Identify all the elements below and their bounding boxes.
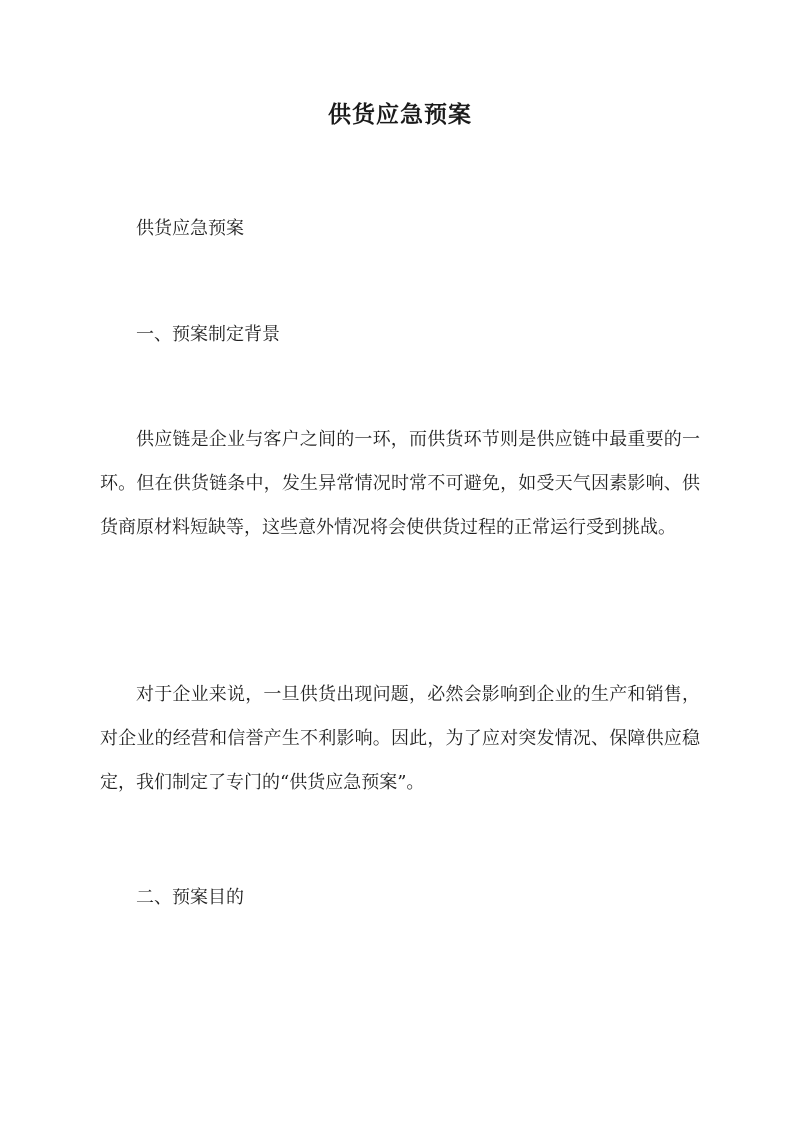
section-heading-purpose: 二、预案目的 <box>136 887 244 908</box>
paragraph-impact: 对于企业来说，一旦供货出现问题，必然会影响到企业的生产和销售，对企业的经营和信誉产生不利影响。因此，为了应对突发情况、保障供应稳定，我们制定了专门的“供货应急预案”。 <box>100 684 700 793</box>
document-title: 供货应急预案 <box>328 101 472 128</box>
document-subtitle: 供货应急预案 <box>136 218 244 239</box>
section-heading-background: 一、预案制定背景 <box>136 324 280 345</box>
paragraph-background: 供应链是企业与客户之间的一环，而供货环节则是供应链中最重要的一环。但在供货链条中，发生异常情况时常不可避免，如受天气因素影响、供货商原材料短缺等，这些意外情况将会使供货过程的正常运行受到挑战。 <box>100 429 700 538</box>
